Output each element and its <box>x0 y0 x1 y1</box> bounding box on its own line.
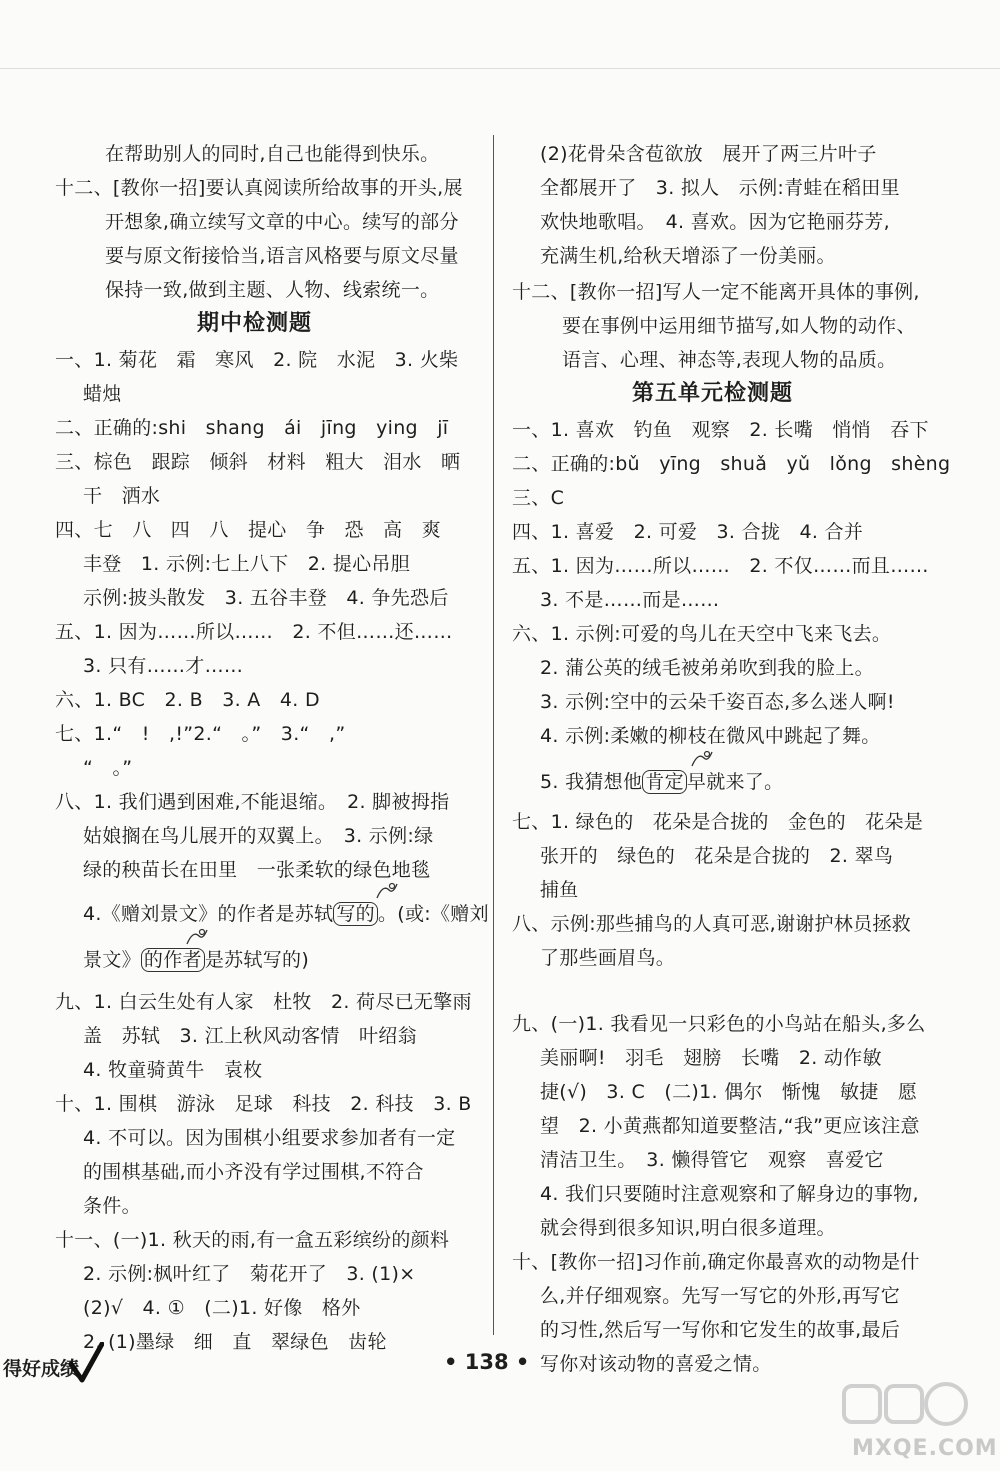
text-line: 4. 牧童骑黄牛 袁枚 <box>83 1059 263 1081</box>
text-line: 望 2. 小黄燕都知道要整洁,“我”更应该注意 <box>540 1115 920 1137</box>
section-title-unit5: 第五单元检测题 <box>632 381 794 406</box>
text-line: 4. 示例:柔嫩的柳枝在微风中跳起了舞。 <box>540 725 881 747</box>
text-line: 一、1. 菊花 霜 寒风 2. 院 水泥 3. 火柴 <box>55 349 459 371</box>
text-line: 么,并仔细观察。先写一写它的外形,再写它 <box>540 1285 901 1307</box>
text-line: 2. 示例:枫叶红了 菊花开了 3. (1)× <box>83 1263 416 1285</box>
text-line: 十、[教你一招]习作前,确定你最喜欢的动物是什 <box>512 1251 920 1273</box>
text-line: 七、1. 绿色的 花朵是合拢的 金色的 花朵是 <box>512 811 924 833</box>
text-line: 3. 只有……才…… <box>83 655 244 677</box>
text-segment: 是苏轼写的) <box>204 949 310 971</box>
text-segment: 早就来了。 <box>686 771 784 793</box>
text-line <box>83 948 309 972</box>
text-line: 盖 苏轼 3. 江上秋风动客情 叶绍翁 <box>83 1025 417 1047</box>
text-line: 二、正确的:shi shang ái jīng ying jī <box>55 417 449 439</box>
text-segment: 。(或:《赠刘 <box>377 903 489 925</box>
text-line: 3. 不是……而是…… <box>540 589 720 611</box>
text-line <box>83 902 489 926</box>
text-line: 八、1. 我们遇到困难,不能退缩。 2. 脚被拇指 <box>55 791 450 813</box>
text-line: 在帮助别人的同时,自己也能得到快乐。 <box>105 143 440 165</box>
text-line: 五、1. 因为……所以…… 2. 不仅……而且…… <box>512 555 929 577</box>
proofreading-mark-icon <box>690 748 714 768</box>
text-line: 干 洒水 <box>83 485 161 507</box>
text-line: 欢快地歌唱。 4. 喜欢。因为它艳丽芬芳, <box>540 211 891 233</box>
text-line: “ 。” <box>83 757 133 779</box>
text-line: 2. 蒲公英的绒毛被弟弟吹到我的脸上。 <box>540 657 874 679</box>
text-line: 绿的秧苗长在田里 一张柔软的绿色地毯 <box>83 859 431 881</box>
text-line: (2)花骨朵含苞欲放 展开了两三片叶子 <box>540 143 877 165</box>
text-line: 的围棋基础,而小齐没有学过围棋,不符合 <box>83 1161 424 1183</box>
text-line: 了那些画眉鸟。 <box>540 947 676 969</box>
text-line: 七、1.“ ! ,!”2.“ 。” 3.“ ,” <box>55 723 346 745</box>
text-line: 条件。 <box>83 1195 141 1217</box>
brand-logo-text: 得好成绩 <box>3 1358 80 1380</box>
text-line: 4. 我们只要随时注意观察和了解身边的事物, <box>540 1183 919 1205</box>
marked-word: 写的 <box>333 902 378 926</box>
text-line: 要在事例中运用细节描写,如人物的动作、 <box>562 315 916 337</box>
text-line: 示例:披头散发 3. 五谷丰登 4. 争先恐后 <box>83 587 449 609</box>
text-line: 2. (1)墨绿 细 直 翠绿色 齿轮 <box>83 1331 387 1353</box>
text-line: 五、1. 因为……所以…… 2. 不但……还…… <box>55 621 453 643</box>
text-line: 四、七 八 四 八 提心 争 恐 高 爽 <box>55 519 442 541</box>
checkmark-icon <box>68 1342 104 1384</box>
section-title-midterm: 期中检测题 <box>197 311 313 336</box>
text-segment: 5. 我猜想他 <box>540 771 643 793</box>
text-line: 十、1. 围棋 游泳 足球 科技 2. 科技 3. B <box>55 1093 472 1115</box>
text-line: 4. 不可以。因为围棋小组要求参加者有一定 <box>83 1127 456 1149</box>
text-line: 捷(√) 3. C (二)1. 偶尔 惭愧 敏捷 愿 <box>540 1081 918 1103</box>
text-line: 十二、[教你一招]要认真阅读所给故事的开头,展 <box>55 177 463 199</box>
text-line: 姑娘搁在鸟儿展开的双翼上。 3. 示例:绿 <box>83 825 434 847</box>
text-line: 九、1. 白云生处有人家 杜牧 2. 荷尽已无擎雨 <box>55 991 472 1013</box>
text-line: 语言、心理、神态等,表现人物的品质。 <box>562 349 897 371</box>
text-line: 四、1. 喜爱 2. 可爱 3. 合拢 4. 合并 <box>512 521 864 543</box>
text-line: 美丽啊! 羽毛 翅膀 长嘴 2. 动作敏 <box>540 1047 882 1069</box>
text-line: (2)√ 4. ① (二)1. 好像 格外 <box>83 1297 361 1319</box>
text-line: 六、1. BC 2. B 3. A 4. D <box>55 689 320 711</box>
text-line: 捕鱼 <box>540 879 579 901</box>
text-line: 清洁卫生。 3. 懒得管它 观察 喜爱它 <box>540 1149 884 1171</box>
text-line: 三、棕色 跟踪 倾斜 材料 粗大 泪水 晒 <box>55 451 461 473</box>
text-line: 二、正确的:bǔ yīng shuǎ yǔ lǒng shèng <box>512 453 951 475</box>
text-line: 全都展开了 3. 拟人 示例:青蛙在稻田里 <box>540 177 900 199</box>
header-rule <box>0 68 1000 69</box>
text-line: 十一、(一)1. 秋天的雨,有一盒五彩缤纷的颜料 <box>55 1229 450 1251</box>
text-line: 3. 示例:空中的云朵千姿百态,多么迷人啊! <box>540 691 895 713</box>
text-line <box>540 770 783 794</box>
watermark-text: MXQE.COM <box>852 1436 998 1461</box>
text-line: 九、(一)1. 我看见一只彩色的小鸟站在船头,多么 <box>512 1013 926 1035</box>
text-segment: 4.《赠刘景文》的作者是苏轼 <box>83 903 334 925</box>
text-line: 八、示例:那些捕鸟的人真可恶,谢谢护林员拯救 <box>512 913 912 935</box>
page-number: • 138 • <box>444 1350 530 1374</box>
column-divider <box>493 135 494 1335</box>
text-line: 一、1. 喜欢 钓鱼 观察 2. 长嘴 悄悄 吞下 <box>512 419 929 441</box>
text-line: 六、1. 示例:可爱的鸟儿在天空中飞来飞去。 <box>512 623 892 645</box>
text-line: 十二、[教你一招]写人一定不能离开具体的事例, <box>512 281 920 303</box>
text-line: 三、C <box>512 487 565 509</box>
proofreading-mark-icon <box>375 880 399 900</box>
marked-word: 肯定 <box>642 770 687 794</box>
text-line: 蜡烛 <box>83 383 122 405</box>
proofreading-mark-icon <box>185 926 209 946</box>
text-line: 写你对该动物的喜爱之情。 <box>540 1353 772 1375</box>
text-line: 丰登 1. 示例:七上八下 2. 提心吊胆 <box>83 553 411 575</box>
text-line: 就会得到很多知识,明白很多道理。 <box>540 1217 836 1239</box>
watermark-logo-icon <box>840 1380 970 1440</box>
text-line: 要与原文衔接恰当,语言风格要与原文尽量 <box>105 245 459 267</box>
marked-word: 的作者 <box>141 948 205 972</box>
text-line: 保持一致,做到主题、人物、线索统一。 <box>105 279 440 301</box>
text-line: 开想象,确立续写文章的中心。续写的部分 <box>105 211 459 233</box>
text-line: 张开的 绿色的 花朵是合拢的 2. 翠鸟 <box>540 845 894 867</box>
text-segment: 景文》 <box>83 949 141 971</box>
text-line: 充满生机,给秋天增添了一份美丽。 <box>540 245 836 267</box>
text-line: 的习性,然后写一写你和它发生的故事,最后 <box>540 1319 901 1341</box>
